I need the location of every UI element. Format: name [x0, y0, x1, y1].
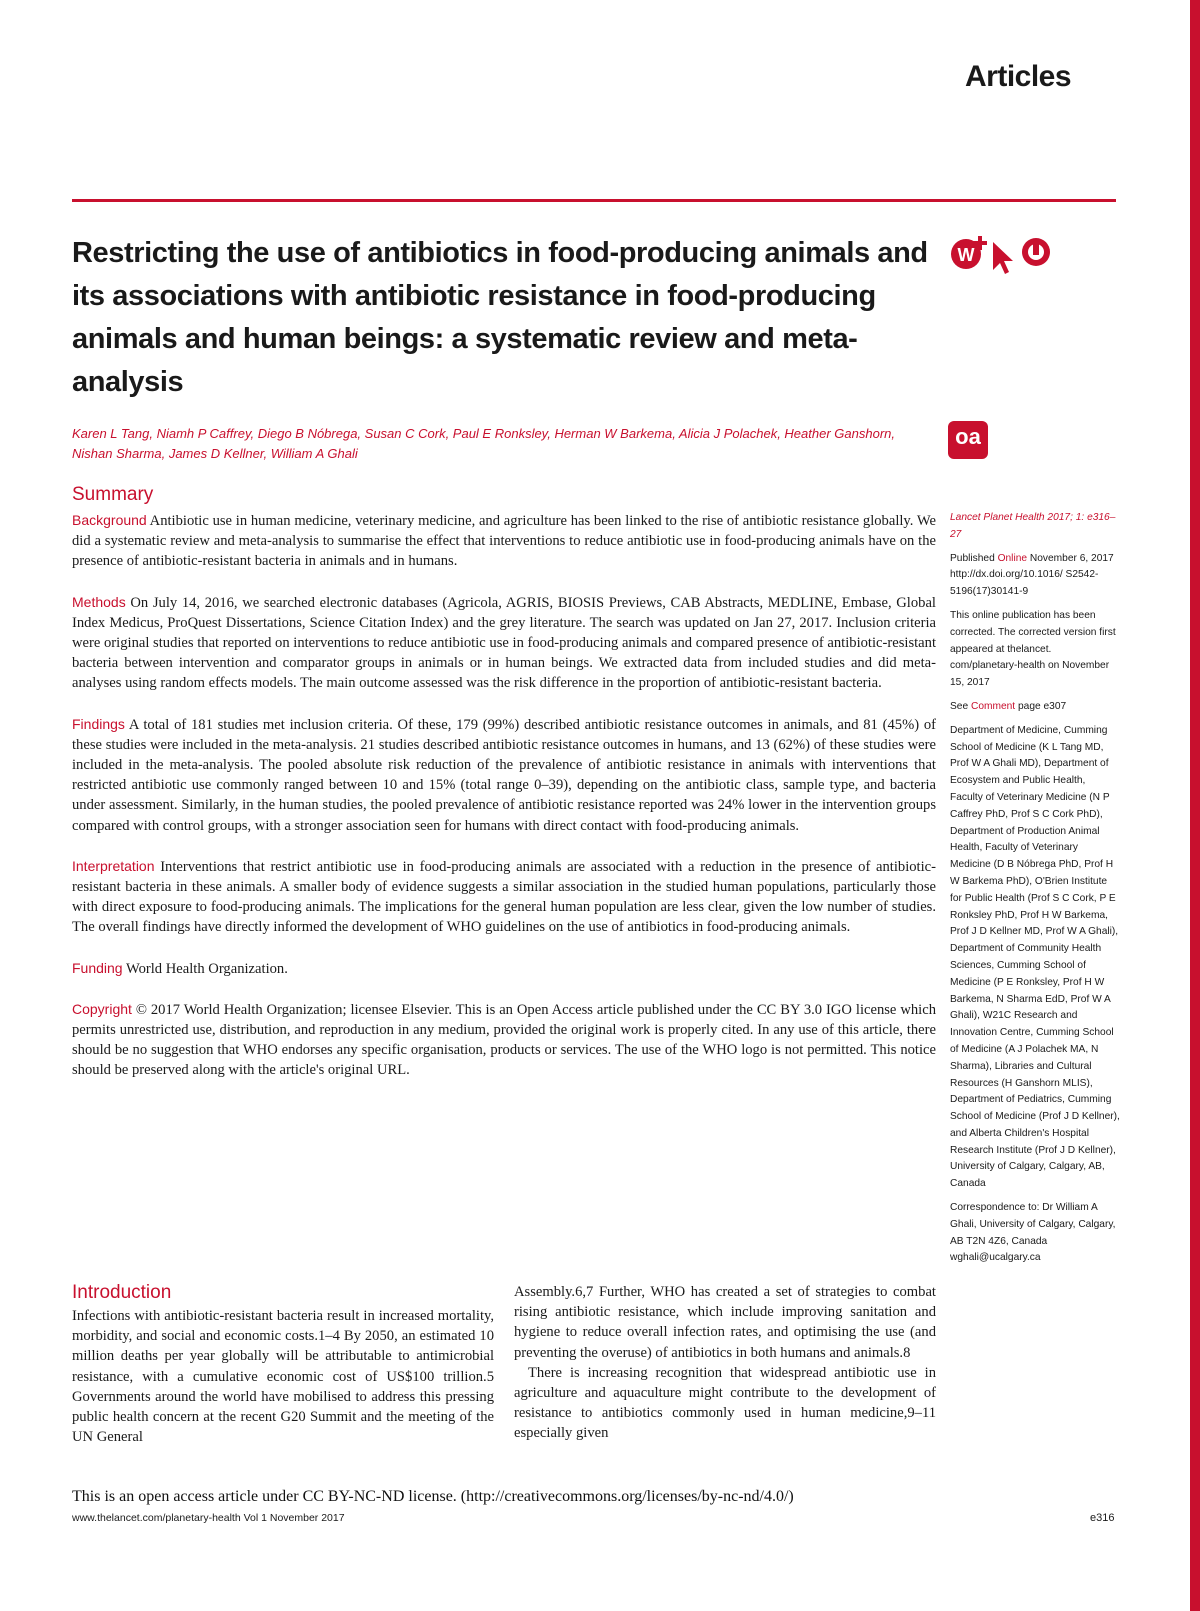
license-suffix: ) [788, 1488, 794, 1505]
svg-text:W: W [957, 245, 975, 265]
intro-left-text: Infections with antibiotic-resistant bacteria result in increased mortality, morbidity, and social and economic costs.1–4 By 2050, an estimated 10 million deaths per year globally will be attributable to antimicrobial resistance, with a cumulative economic cost of US$100 trillion.5 Governments around the world have mobilised to address this pressing public health concern at the recent G20 Summit and the meeting of the UN General [72, 1308, 494, 1446]
section-label: Articles [965, 60, 1072, 93]
methods-label: Methods [72, 593, 126, 610]
affiliations: Department of Medicine, Cumming School of Medicine (K L Tang MD, Prof W A Ghali MD), Department of Ecosystem and Public Health, Faculty of Veterinary Medicine (N P Caffrey PhD, Prof S C Cork PhD), Department of Production Animal Health, Faculty of Veterinary Medicine (D B Nóbrega PhD, Prof H W Barkema PhD), O'Brien Institute for Public Health (Prof S C Cork, P E Ronksley PhD, Prof H W Barkema, Prof J D Kellner MD, Prof W A Ghali), Department of Community Health Sciences, Cumming School of Medicine (P E Ronksley, Prof H W Barkema, N Sharma EdD, Prof W A Ghali), W21C Research and Innovation Centre, Cumming School of Medicine (A J Polachek MA, N Sharma), Libraries and Cultural Resources (H Ganshorn MLIS), Department of Pediatrics, Cumming School of Medicine (Prof J D Kellner), and Alberta Children's Hospital Research Institute (Prof J D Kellner), University of Calgary, Calgary, AB, Canada [950, 724, 1120, 1190]
comment-page: page e307 [1018, 700, 1067, 712]
license-line [72, 1488, 936, 1506]
article-title: Restricting the use of antibiotics in food-producing animals and its associations with antibiotic resistance in food-producing animals and human beings: a systematic review and meta-analysis [72, 237, 928, 398]
license-prefix: This is an open access article under CC BY-NC-ND license. ( [72, 1488, 467, 1505]
copyright-label: Copyright [72, 1000, 132, 1017]
introduction-right-column [514, 1282, 936, 1447]
crossmark-icon [1022, 238, 1050, 266]
feature-icons [948, 232, 1068, 282]
intro-right-text-1: Assembly.6,7 Further, WHO has created a set of strategies to combat rising antibiotic resistance, which include improving sanitation and hygiene to reduce overall infection rates, and optimising the use (and preventing the overuse) of antibiotics in both humans and animals.8 [514, 1284, 936, 1361]
findings-label: Findings [72, 715, 125, 732]
funding-paragraph [72, 958, 936, 979]
interpretation-label: Interpretation [72, 857, 155, 874]
background-paragraph [72, 510, 936, 572]
findings-paragraph [72, 714, 936, 836]
open-access-badge[interactable] [948, 421, 988, 459]
web-extra-icon [951, 236, 987, 269]
footer-journal: www.thelancet.com/planetary-health Vol 1 November 2017 [72, 1512, 345, 1524]
journal-citation: Lancet Planet Health 2017; 1: e316–27 [950, 512, 1116, 540]
header-rule [72, 199, 1116, 202]
published-online: Online [997, 552, 1028, 564]
comment-reference [950, 699, 1120, 716]
correction-note: This online publication has been corrected. The corrected version first appeared at thelancet. com/planetary-health on November 15, 2017 [950, 609, 1116, 689]
copyright-text: © 2017 World Health Organization; licensee Elsevier. This is an Open Access article published under the CC BY 3.0 IGO license which permits unrestricted use, distribution, and reproduction in any medium, provided the original work is properly cited. In any use of this article, there should be no suggestion that WHO endorses any specific organisation, products or services. The use of the WHO logo is not permitted. This notice should be preserved along with the article's original URL. [72, 1001, 936, 1079]
background-text: Antibiotic use in human medicine, veterinary medicine, and agriculture has been linked to the rise of antibiotic resistance globally. We did a systematic review and meta-analysis to summarise the effect that interventions to reduce antibiotic use in food-producing animals have on the presence of antibiotic-resistant bacteria in animals and in humans. [72, 513, 936, 570]
background-label: Background [72, 512, 147, 528]
interpretation-text: Interventions that restrict antibiotic use in food-producing animals are associated with a reduction in the presence of antibiotic-resistant bacteria in these animals. A smaller body of evidence suggests a similar association in the studied human populations, particularly those with direct exposure to food-producing animals. The implications for the general human population are less clear, given the low number of studies. The overall findings have directly informed the development of WHO guidelines on the use of antibiotics in food-producing animals. [72, 858, 936, 936]
funding-label: Funding [72, 959, 123, 976]
oa-label: oa [955, 424, 981, 449]
see-label: See [950, 700, 969, 712]
findings-text: A total of 181 studies met inclusion criteria. Of these, 179 (99%) described antibiotic resistance outcomes in animals, and 81 (45%) of these studies were included in the meta-analysis. 21 studies described antibiotic resistance outcomes in humans, and 13 (62%) of these studies were included in the meta-analysis. The pooled absolute risk reduction of the prevalence of antibiotic resistance in animals with interventions that restricted antibiotic use commonly ranged between 10 and 15% (total range 0–39), depending on the antibiotic class, sample type, and bacteria under assessment. Similarly, in the human studies, the pooled prevalence of antibiotic resistance reported was 24% lower in the intervention groups compared with control groups, with a stronger association seen for humans with direct contact with food-producing animals. [72, 716, 936, 834]
summary-heading: Summary [72, 484, 154, 505]
article-sidebar [950, 510, 1120, 1274]
introduction-left-column [72, 1306, 494, 1447]
funding-text: World Health Organization. [125, 960, 288, 977]
introduction-heading: Introduction [72, 1282, 172, 1303]
author-list: Karen L Tang, Niamh P Caffrey, Diego B Nóbrega, Susan C Cork, Paul E Ronksley, Herman W Barkema, Alicia J Polachek, Heather Ganshorn, Nishan Sharma, James D Kellner, William A Ghali [72, 426, 895, 461]
introduction-section [72, 1282, 936, 1447]
methods-paragraph [72, 592, 936, 694]
cursor-icon [993, 242, 1013, 274]
comment-link[interactable]: Comment [970, 700, 1016, 712]
summary-section [72, 484, 936, 1101]
license-link[interactable]: http://creativecommons.org/licenses/by-nc-nd/4.0/ [466, 1488, 789, 1505]
article-icons [948, 232, 1068, 282]
footer-page-number: e316 [1090, 1512, 1115, 1524]
interpretation-paragraph [72, 856, 936, 938]
published-details[interactable]: November 6, 2017 http://dx.doi.org/10.1016/ S2542-5196(17)30141-9 [950, 552, 1114, 598]
published-prefix: Published [950, 552, 995, 564]
methods-text: On July 14, 2016, we searched electronic databases (Agricola, AGRIS, BIOSIS Previews, CAB Abstracts, MEDLINE, Embase, Global Index Medicus, ProQuest Dissertations, Science Citation Index) and the grey literature. The search was updated on Jan 27, 2017. Inclusion criteria were original studies that reported on interventions to reduce antibiotic use in food-producing animals and compared presence of antibiotic-resistant bacteria between intervention and comparator groups in animals or in human beings. We extracted data from included studies and did meta-analyses using random effects models. The main outcome assessed was the risk difference in the proportion of antibiotic-resistant bacteria. [72, 594, 937, 692]
correspondence: Correspondence to: Dr William A Ghali, University of Calgary, Calgary, AB T2N 4Z6, Canada wghali@ucalgary.ca [950, 1202, 1116, 1264]
intro-right-text-2: There is increasing recognition that widespread antibiotic use in agriculture and aquaculture might contribute to the development of resistance to antibiotics commonly used in human medicine,9–11 especially given [514, 1364, 936, 1442]
page-edge-bar [1190, 0, 1200, 1611]
publication-info [950, 551, 1120, 601]
copyright-paragraph [72, 999, 936, 1081]
